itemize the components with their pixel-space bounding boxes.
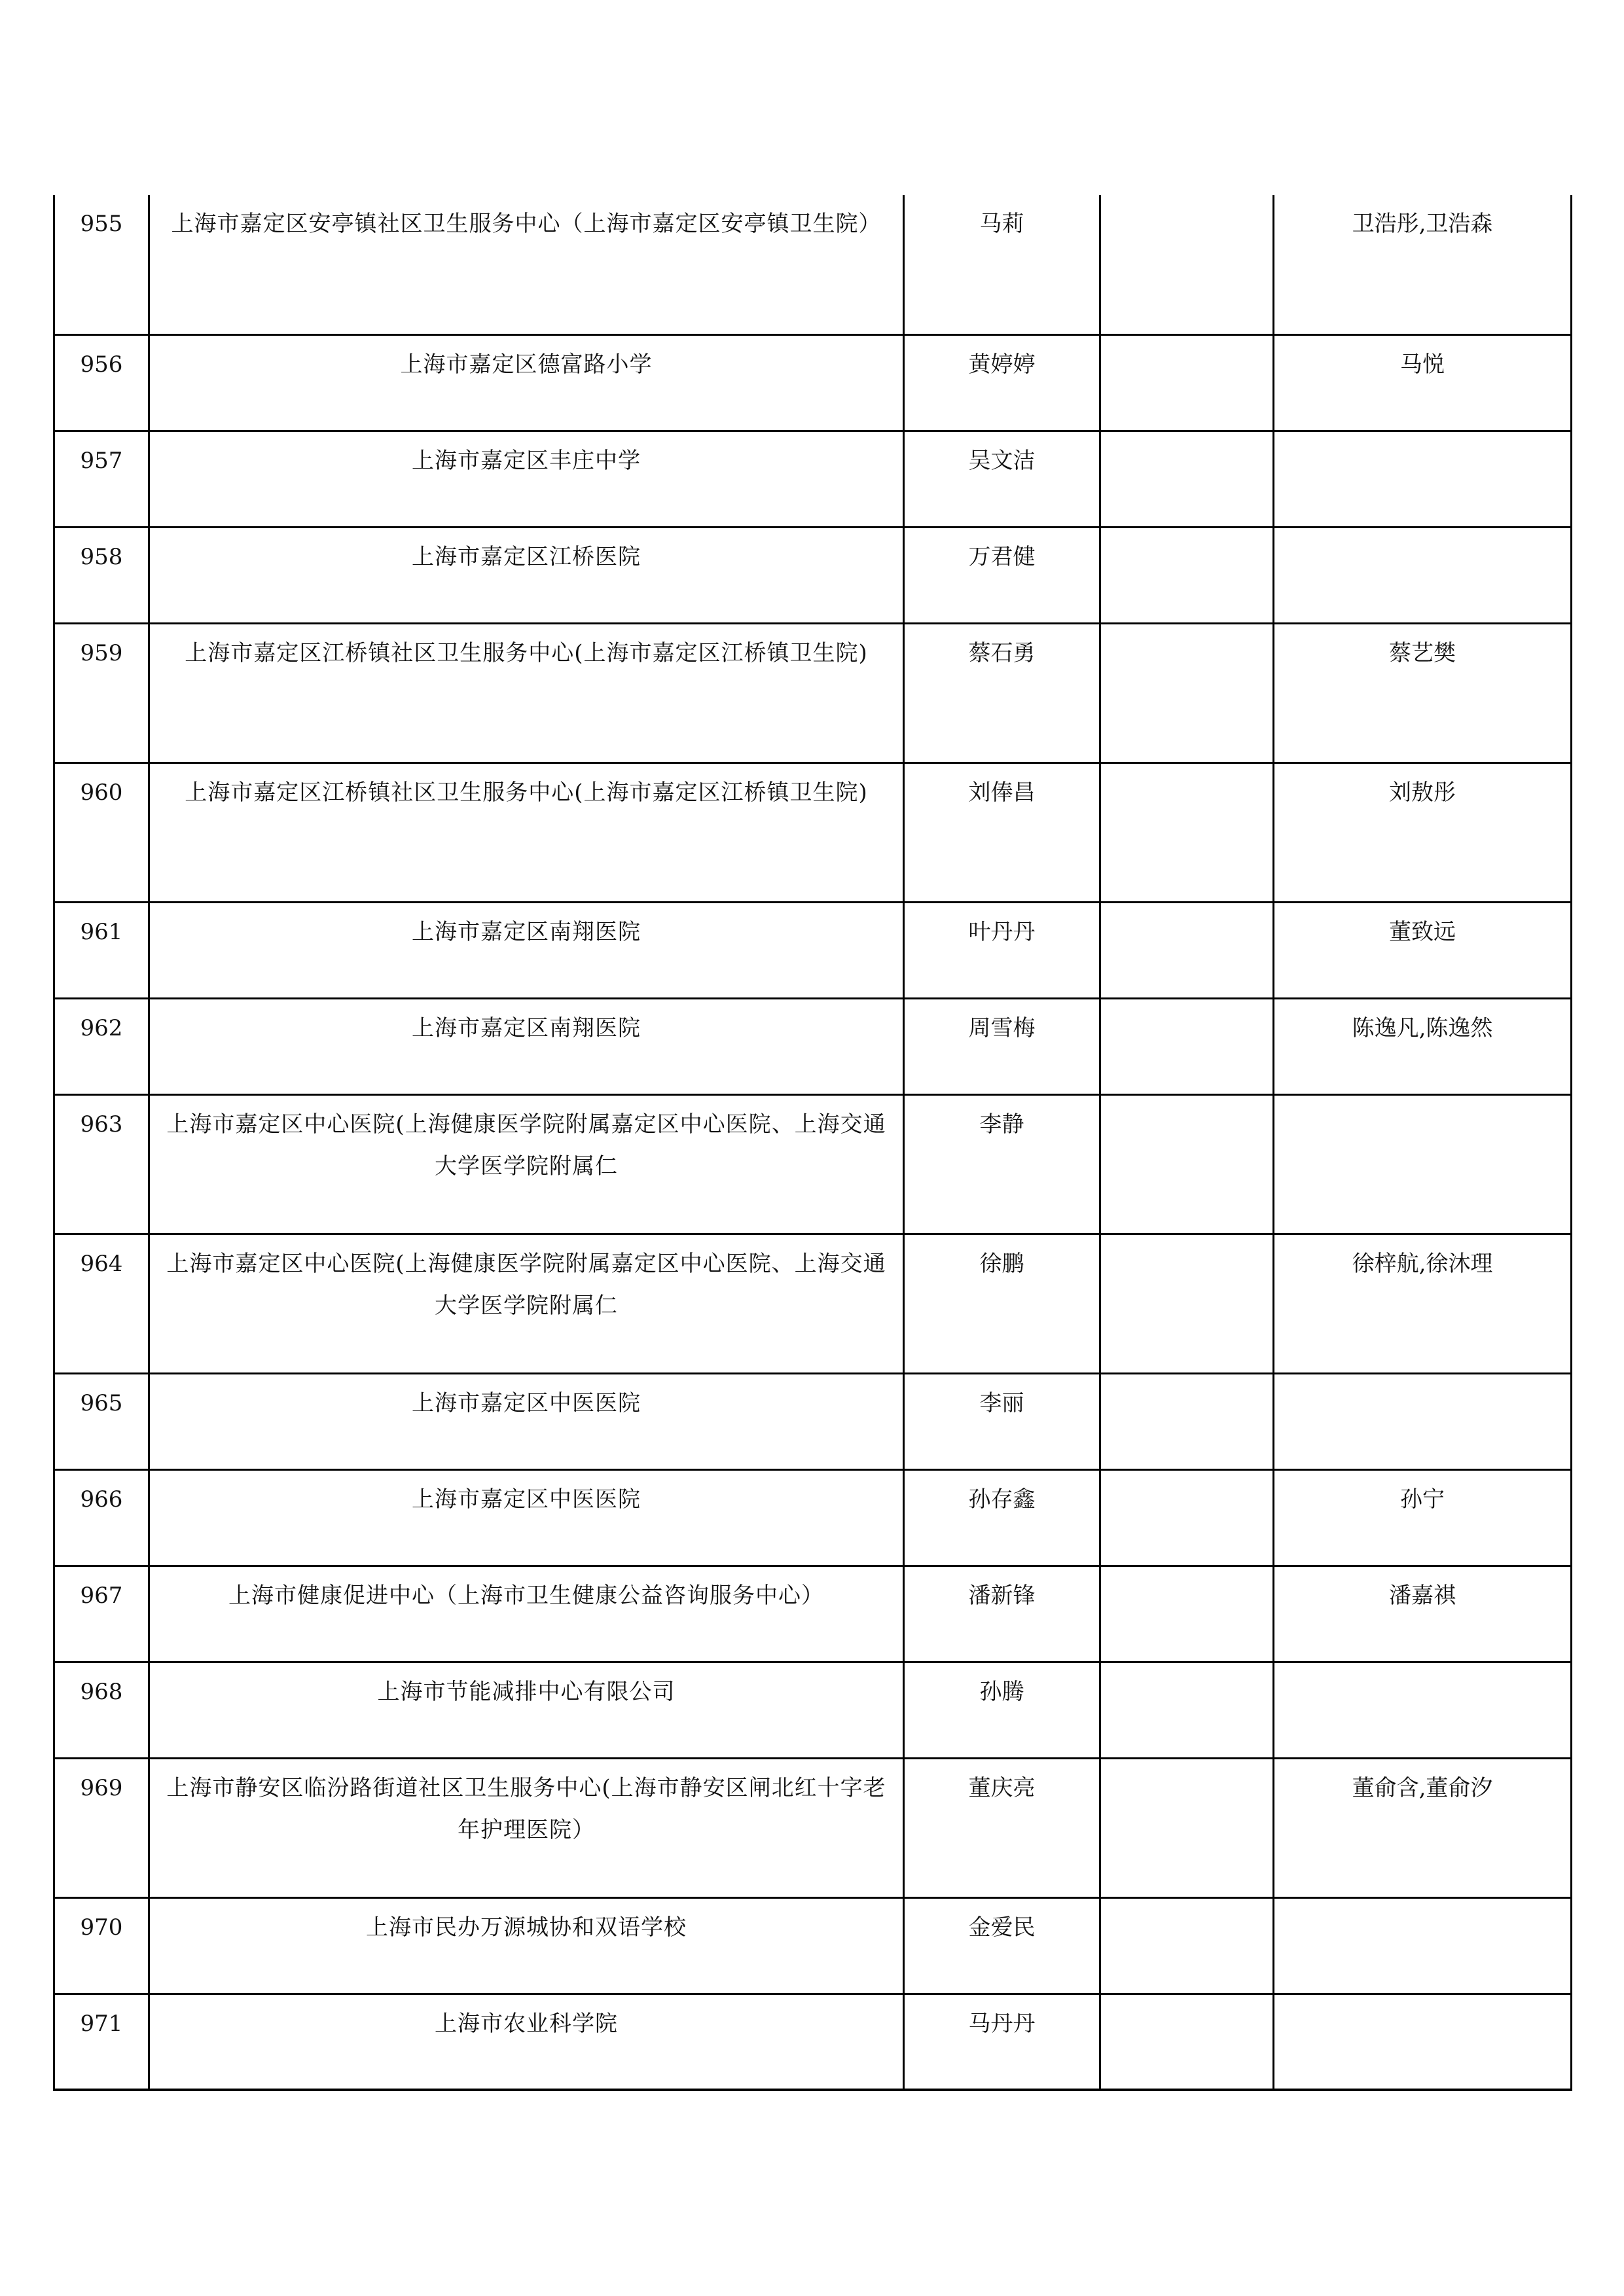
name-cell: 周雪梅: [904, 998, 1100, 1094]
children-cell: 蔡艺樊: [1274, 623, 1572, 762]
roster-table: [53, 195, 1572, 2091]
blank-cell: [1100, 1897, 1274, 1994]
blank-cell: [1100, 195, 1274, 334]
children-cell: [1274, 1897, 1572, 1994]
children-cell: 徐梓航,徐沐理: [1274, 1234, 1572, 1373]
name-cell: 万君健: [904, 527, 1100, 623]
row-number: 960: [54, 762, 149, 902]
table-row: [54, 1234, 1572, 1373]
children-cell: 董俞含,董俞汐: [1274, 1758, 1572, 1897]
blank-cell: [1100, 1758, 1274, 1897]
table-row: [54, 527, 1572, 623]
organization-cell: 上海市嘉定区德富路小学: [149, 334, 904, 431]
row-number: 962: [54, 998, 149, 1094]
row-number: 956: [54, 334, 149, 431]
children-cell: 潘嘉祺: [1274, 1566, 1572, 1662]
blank-cell: [1100, 998, 1274, 1094]
children-cell: 陈逸凡,陈逸然: [1274, 998, 1572, 1094]
name-cell: 徐鹏: [904, 1234, 1100, 1373]
table-row: [54, 1566, 1572, 1662]
name-cell: 孙存鑫: [904, 1469, 1100, 1566]
blank-cell: [1100, 902, 1274, 998]
name-cell: 刘俸昌: [904, 762, 1100, 902]
children-cell: 刘敖彤: [1274, 762, 1572, 902]
children-cell: 卫浩彤,卫浩森: [1274, 195, 1572, 334]
row-number: 961: [54, 902, 149, 998]
row-number: 963: [54, 1094, 149, 1234]
blank-cell: [1100, 1566, 1274, 1662]
organization-cell: 上海市民办万源城协和双语学校: [149, 1897, 904, 1994]
table-row: [54, 902, 1572, 998]
name-cell: 蔡石勇: [904, 623, 1100, 762]
children-cell: [1274, 1094, 1572, 1234]
name-cell: 马莉: [904, 195, 1100, 334]
organization-cell: 上海市嘉定区南翔医院: [149, 902, 904, 998]
row-number: 955: [54, 195, 149, 334]
organization-cell: 上海市嘉定区中医医院: [149, 1469, 904, 1566]
row-number: 964: [54, 1234, 149, 1373]
children-cell: 董致远: [1274, 902, 1572, 998]
name-cell: 吴文洁: [904, 431, 1100, 527]
blank-cell: [1100, 623, 1274, 762]
table-row: [54, 195, 1572, 334]
blank-cell: [1100, 1234, 1274, 1373]
blank-cell: [1100, 1469, 1274, 1566]
table-row: [54, 334, 1572, 431]
organization-cell: 上海市节能减排中心有限公司: [149, 1662, 904, 1758]
table-row: [54, 623, 1572, 762]
name-cell: 孙腾: [904, 1662, 1100, 1758]
table-row: [54, 1897, 1572, 1994]
name-cell: 潘新锋: [904, 1566, 1100, 1662]
organization-cell: 上海市嘉定区江桥镇社区卫生服务中心(上海市嘉定区江桥镇卫生院): [149, 762, 904, 902]
row-number: 957: [54, 431, 149, 527]
children-cell: [1274, 431, 1572, 527]
row-number: 971: [54, 1994, 149, 2090]
row-number: 968: [54, 1662, 149, 1758]
name-cell: 叶丹丹: [904, 902, 1100, 998]
name-cell: 马丹丹: [904, 1994, 1100, 2090]
children-cell: 孙宁: [1274, 1469, 1572, 1566]
organization-cell: 上海市嘉定区安亭镇社区卫生服务中心（上海市嘉定区安亭镇卫生院）: [149, 195, 904, 334]
organization-cell: 上海市嘉定区中心医院(上海健康医学院附属嘉定区中心医院、上海交通大学医学院附属仁: [149, 1234, 904, 1373]
blank-cell: [1100, 334, 1274, 431]
table-row: [54, 1758, 1572, 1897]
blank-cell: [1100, 527, 1274, 623]
blank-cell: [1100, 431, 1274, 527]
blank-cell: [1100, 1373, 1274, 1469]
children-cell: [1274, 1662, 1572, 1758]
blank-cell: [1100, 1994, 1274, 2090]
table-row: [54, 1469, 1572, 1566]
name-cell: 李丽: [904, 1373, 1100, 1469]
organization-cell: 上海市嘉定区丰庄中学: [149, 431, 904, 527]
blank-cell: [1100, 1662, 1274, 1758]
row-number: 958: [54, 527, 149, 623]
table-row: [54, 1094, 1572, 1234]
table-row: [54, 1662, 1572, 1758]
name-cell: 李静: [904, 1094, 1100, 1234]
name-cell: 董庆亮: [904, 1758, 1100, 1897]
organization-cell: 上海市嘉定区中心医院(上海健康医学院附属嘉定区中心医院、上海交通大学医学院附属仁: [149, 1094, 904, 1234]
name-cell: 金爱民: [904, 1897, 1100, 1994]
name-cell: 黄婷婷: [904, 334, 1100, 431]
row-number: 966: [54, 1469, 149, 1566]
table-row: [54, 1373, 1572, 1469]
table-row: [54, 762, 1572, 902]
children-cell: [1274, 527, 1572, 623]
row-number: 959: [54, 623, 149, 762]
organization-cell: 上海市农业科学院: [149, 1994, 904, 2090]
organization-cell: 上海市嘉定区中医医院: [149, 1373, 904, 1469]
row-number: 970: [54, 1897, 149, 1994]
blank-cell: [1100, 762, 1274, 902]
table-row: [54, 1994, 1572, 2090]
organization-cell: 上海市嘉定区南翔医院: [149, 998, 904, 1094]
blank-cell: [1100, 1094, 1274, 1234]
row-number: 967: [54, 1566, 149, 1662]
organization-cell: 上海市嘉定区江桥镇社区卫生服务中心(上海市嘉定区江桥镇卫生院): [149, 623, 904, 762]
table-row: [54, 998, 1572, 1094]
row-number: 969: [54, 1758, 149, 1897]
children-cell: [1274, 1373, 1572, 1469]
organization-cell: 上海市静安区临汾路街道社区卫生服务中心(上海市静安区闸北红十字老年护理医院）: [149, 1758, 904, 1897]
row-number: 965: [54, 1373, 149, 1469]
organization-cell: 上海市健康促进中心（上海市卫生健康公益咨询服务中心）: [149, 1566, 904, 1662]
children-cell: [1274, 1994, 1572, 2090]
table-row: [54, 431, 1572, 527]
organization-cell: 上海市嘉定区江桥医院: [149, 527, 904, 623]
children-cell: 马悦: [1274, 334, 1572, 431]
